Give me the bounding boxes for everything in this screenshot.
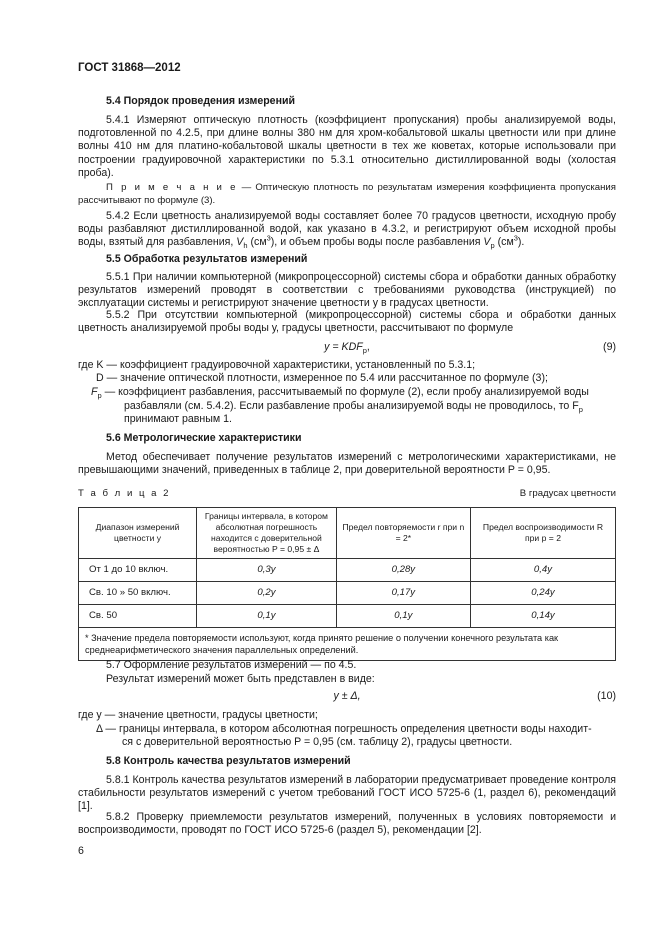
table-caption — [78, 487, 170, 500]
table-cell: 0,28y — [336, 559, 470, 582]
document-header: ГОСТ 31868—2012 — [78, 62, 181, 74]
p542-text-b: (см — [247, 236, 267, 249]
paragraph-5-8-1: 5.8.1 Контроль качества результатов измерений в лаборатории предусматривает проведение контроля стабильности результатов измерений с учетом требований ГОСТ ИСО 5725-6 (1, раздел 6), рекомендаций [1]. — [78, 774, 616, 813]
p542-text-c: ), и объем пробы воды после разбавления — [270, 236, 484, 249]
table-cell: 0,24y — [470, 582, 615, 605]
section-5-8-title: 5.8 Контроль качества результатов измерений — [106, 755, 351, 767]
formula-10 — [78, 690, 616, 703]
table-cell: 0,1y — [197, 605, 337, 628]
table-units: В градусах цветности — [519, 488, 616, 499]
note — [78, 182, 616, 207]
definition-delta: Δ — границы интервала, в котором абсолютная погрешность определения цветности воды находит- — [96, 723, 592, 735]
table-cell: Св. 10 » 50 включ. — [79, 582, 197, 605]
page-number: 6 — [78, 845, 84, 857]
vp-subscript: р — [490, 241, 495, 251]
table-cell: 0,14y — [470, 605, 615, 628]
note-label: П р и м е ч а н и е — [106, 182, 238, 193]
table-cell: 0,17y — [336, 582, 470, 605]
paragraph-5-5-2: 5.5.2 При отсутствии компьютерной (микропроцессорной) системы сбора и обработки данных цветность анализируемой пробы воды у, градусы цветности, рассчитывают по формуле — [78, 309, 616, 335]
table-footnote: * Значение предела повторяемости используют, когда принято решение о получении конечного результата как среднеарифметического значения параллельных определений. — [79, 628, 616, 661]
vh-subscript: h — [243, 241, 248, 251]
header-range: Диапазон измерений цветности у — [79, 508, 197, 559]
cm3-superscript: 3 — [266, 233, 271, 243]
formula-9-subscript: р — [362, 346, 367, 356]
f-subscript-2: р — [578, 405, 583, 415]
cm3-superscript-2: 3 — [513, 233, 518, 243]
table-cell: От 1 до 10 включ. — [79, 559, 197, 582]
table-cell: 0,4y — [470, 559, 615, 582]
header-repeatability: Предел повторяемости r при n = 2* — [336, 508, 470, 559]
p542-text-e: ). — [517, 236, 525, 249]
p542-text-d: (см — [494, 236, 514, 249]
metrology-table — [78, 507, 616, 661]
f-symbol: F — [91, 386, 98, 398]
definition-f-cont — [124, 400, 616, 413]
formula-9-body: y = KDF — [324, 341, 363, 353]
table-cell: 0,2y — [197, 582, 337, 605]
table-row — [79, 605, 616, 628]
header-reproducibility: Предел воспроизводимости R при p = 2 — [470, 508, 615, 559]
paragraph-5-6: Метод обеспечивает получение результатов измерений с метрологическими характеристиками, не превышающими значений, приведенных в таблице 2, при доверительной вероятности P = 0,95. — [78, 451, 616, 477]
definition-k: где K — коэффициент градуировочной характеристики, установленный по 5.3.1; — [78, 359, 476, 371]
vp-symbol: V — [483, 236, 491, 249]
definition-y: где у — значение цветности, градусы цветности; — [78, 709, 318, 721]
header-delta: Границы интервала, в котором абсолютная погрешность находится с доверительной вероятностью P = 0,95 ± Δ — [197, 508, 337, 559]
definition-f — [91, 386, 616, 399]
f-subscript: р — [97, 391, 102, 401]
formula-9 — [78, 341, 616, 354]
table-caption-text: Т а б л и ц а 2 — [78, 488, 171, 499]
table-cell: 0,1y — [336, 605, 470, 628]
section-5-5-title: 5.5 Обработка результатов измерений — [106, 253, 308, 265]
definition-f-line3: принимают равным 1. — [124, 413, 232, 425]
table-header-row — [79, 508, 616, 559]
definition-f-line1: — коэффициент разбавления, рассчитываемый по формуле (2), если пробу анализируемой воды — [101, 386, 589, 398]
formula-9-end: , — [366, 341, 370, 353]
paragraph-5-8-2: 5.8.2 Проверку приемлемости результатов измерений, полученных в условиях повторяемости и воспроизводимости, проводят по ГОСТ ИСО 5725-6 (раздел 5), рекомендации [2]. — [78, 811, 616, 837]
definition-delta-cont: ся с доверительной вероятностью P = 0,95 (см. таблицу 2), градусы цветности. — [122, 736, 513, 748]
section-5-6-title: 5.6 Метрологические характеристики — [106, 432, 302, 444]
paragraph-5-5-1: 5.5.1 При наличии компьютерной (микропроцессорной) системы сбора и обработки данных обработку результатов измерений проводят в соответствии с требованиями руководства (инструкцией) по эксплуатации системы и регистрируют значение цветности у в градусах цветности. — [78, 271, 616, 310]
formula-10-body: y ± Δ, — [333, 690, 361, 702]
vh-symbol: V — [236, 236, 244, 249]
paragraph-5-4-2 — [78, 210, 616, 250]
paragraph-5-4-1: 5.4.1 Измеряют оптическую плотность (коэффициент пропускания) пробы анализируемой воды, подготовленной по 4.2.5, при длине волны 380 нм для хром-кобальтовой шкалы цветности или при длине волны 410 нм для платино-кобальтовой шкалы цветности в тех же кюветах, которые использовали при построении градуировочной характеристики по 5.3.1 относительно дистиллированной воды (холостая проба). — [78, 114, 616, 179]
paragraph-5-7: 5.7 Оформление результатов измерений — по 4.5. — [106, 659, 357, 671]
p542-text-a: 5.4.2 Если цветность анализируемой воды составляет более 70 градусов цветности, исходную пробу воды разбавляют дистиллированной водой, как указано в 4.3.2, и регистрируют объем исходной пробы воды, взятый для разбавления, — [78, 210, 616, 249]
definition-d: D — значение оптической плотности, измеренное по 5.4 или рассчитанное по формуле (3); — [96, 372, 548, 384]
section-5-4-title: 5.4 Порядок проведения измерений — [106, 95, 295, 107]
note-text: — Оптическую плотность по результатам измерения коэффициента пропускания рассчитывают по формуле (3). — [78, 182, 616, 206]
paragraph-5-7-b: Результат измерений может быть представлен в виде: — [106, 673, 375, 685]
formula-9-number: (9) — [603, 341, 616, 353]
formula-10-number: (10) — [597, 690, 616, 702]
definition-f-line2: разбавляли (см. 5.4.2). Если разбавление пробы анализируемой воды не проводилось, то F — [124, 400, 579, 412]
table-footnote-row — [79, 628, 616, 661]
table-cell: Св. 50 — [79, 605, 197, 628]
table-cell: 0,3y — [197, 559, 337, 582]
table-row — [79, 559, 616, 582]
table-row — [79, 582, 616, 605]
